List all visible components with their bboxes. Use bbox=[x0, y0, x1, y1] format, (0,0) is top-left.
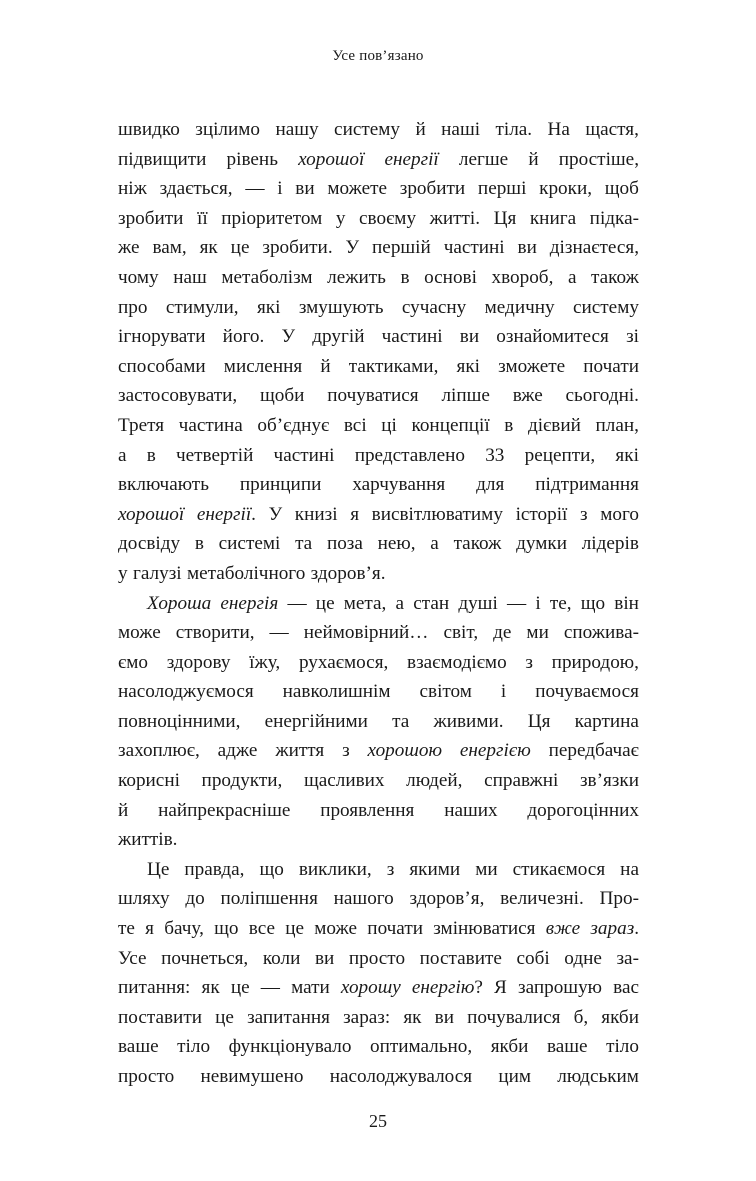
word: думки bbox=[516, 533, 567, 555]
word: щастя, bbox=[585, 119, 639, 140]
word: з bbox=[580, 503, 588, 525]
word: наших bbox=[444, 799, 498, 821]
word: я bbox=[145, 918, 154, 940]
word: Ця bbox=[527, 710, 551, 732]
word: ваше bbox=[546, 1036, 588, 1058]
word: досвіду bbox=[118, 533, 181, 555]
word: ви bbox=[517, 237, 537, 259]
word: систему bbox=[573, 296, 639, 318]
word: представлено bbox=[354, 444, 465, 466]
word: четвертій bbox=[176, 444, 254, 466]
word: зробити bbox=[118, 207, 184, 229]
word: бачу, bbox=[164, 918, 204, 940]
word: якби bbox=[601, 1006, 639, 1028]
text-line bbox=[118, 293, 639, 323]
running-head: Усе пов’язано bbox=[332, 48, 424, 64]
word: в bbox=[400, 266, 410, 288]
text-line bbox=[118, 145, 639, 175]
word: виклики, bbox=[298, 858, 372, 880]
text-line bbox=[118, 914, 639, 944]
word: дізнаєтеся, bbox=[549, 237, 639, 259]
text-line bbox=[118, 529, 639, 559]
word: за- bbox=[616, 947, 639, 969]
word: тактиками, bbox=[348, 355, 439, 377]
word: в bbox=[194, 533, 204, 555]
word: вам, bbox=[152, 237, 187, 259]
word: Усе bbox=[118, 947, 147, 969]
word: зможете bbox=[498, 355, 566, 377]
text-line bbox=[118, 825, 639, 855]
word: що bbox=[214, 918, 239, 940]
word: лежить bbox=[327, 266, 386, 288]
text-line bbox=[118, 618, 639, 648]
word: де bbox=[493, 622, 512, 644]
word: хорошу bbox=[340, 977, 401, 999]
word: енергію? bbox=[411, 977, 483, 999]
word: енергією bbox=[459, 740, 531, 762]
word: насолоджувалося bbox=[329, 1066, 473, 1087]
word: в bbox=[146, 444, 156, 466]
word: Про- bbox=[599, 888, 639, 910]
word: невимушено bbox=[200, 1066, 304, 1087]
word: тіло bbox=[177, 1036, 211, 1058]
word: почуваємося bbox=[535, 681, 639, 703]
word: оптимально, bbox=[369, 1036, 473, 1058]
word: способами bbox=[118, 355, 206, 377]
word: величезні. bbox=[500, 888, 584, 910]
word: навколишнім bbox=[282, 681, 391, 703]
word: душі bbox=[458, 592, 498, 614]
word: ваше bbox=[118, 1036, 159, 1058]
word: ви bbox=[314, 947, 335, 969]
word: сьогодні. bbox=[565, 385, 639, 407]
word: хвороб, bbox=[491, 266, 554, 288]
word: стикаємося bbox=[512, 858, 606, 880]
text-line bbox=[118, 263, 639, 293]
word: чому bbox=[118, 266, 159, 288]
word: здорову bbox=[166, 651, 231, 673]
word: здається, bbox=[159, 178, 233, 200]
word: це bbox=[285, 918, 305, 940]
word: ці bbox=[381, 414, 397, 436]
word: все bbox=[248, 918, 275, 940]
word: як bbox=[199, 237, 218, 259]
word: принципи bbox=[239, 474, 322, 496]
word: поза bbox=[326, 533, 363, 555]
word: ви bbox=[434, 1006, 454, 1028]
word: У bbox=[268, 503, 283, 525]
word: до bbox=[185, 888, 205, 910]
text-line bbox=[118, 736, 639, 766]
word: лідерів bbox=[581, 533, 639, 555]
text-line bbox=[118, 677, 639, 707]
word: на bbox=[620, 858, 639, 880]
word: всі bbox=[343, 414, 367, 436]
word: просто bbox=[348, 947, 406, 969]
word: щоб bbox=[604, 178, 639, 200]
word: своєму bbox=[359, 207, 417, 229]
word: житті. bbox=[429, 207, 481, 229]
word: які bbox=[615, 444, 639, 466]
word: змінюватися bbox=[433, 918, 536, 940]
word: взаємодіємо bbox=[407, 651, 507, 673]
word: книзі bbox=[294, 503, 338, 525]
word: другій bbox=[312, 326, 365, 348]
page-number: 25 bbox=[369, 1111, 387, 1131]
word: енергії bbox=[384, 148, 439, 170]
word: може bbox=[118, 622, 161, 644]
word: запрошую bbox=[518, 977, 603, 999]
word: — bbox=[269, 622, 289, 644]
word: повноцінними, bbox=[118, 710, 241, 732]
text-line bbox=[118, 884, 639, 914]
word: життів. bbox=[118, 829, 178, 851]
word: зцілимо bbox=[195, 119, 261, 140]
word: дорогоцінних bbox=[527, 799, 639, 821]
word: які bbox=[256, 296, 281, 318]
word: почувалися bbox=[467, 1006, 561, 1028]
word: життя bbox=[275, 740, 325, 762]
word: нашу bbox=[275, 119, 319, 140]
word: також bbox=[591, 266, 639, 288]
word: здоров’я. bbox=[310, 562, 386, 584]
word: просто bbox=[118, 1066, 175, 1087]
word: адже bbox=[217, 740, 258, 762]
word: підвищити bbox=[118, 148, 207, 170]
word: У bbox=[345, 237, 360, 259]
word: почати bbox=[583, 355, 639, 377]
word: світ, bbox=[443, 622, 479, 644]
word: природою, bbox=[551, 651, 639, 673]
word: хорошою bbox=[367, 740, 442, 762]
word: собі bbox=[516, 947, 550, 969]
text-line bbox=[118, 322, 639, 352]
word: нашого bbox=[333, 888, 394, 910]
text-line bbox=[118, 559, 639, 589]
text-line bbox=[118, 204, 639, 234]
word: рівень bbox=[226, 148, 278, 170]
word: мета, bbox=[343, 592, 387, 614]
text-line bbox=[118, 500, 639, 530]
word: вас bbox=[613, 977, 639, 999]
word: у bbox=[118, 562, 128, 584]
word: я bbox=[350, 503, 360, 525]
word: зробити bbox=[399, 178, 466, 200]
word: рухаємося, bbox=[298, 651, 389, 673]
word: ніж bbox=[118, 178, 147, 200]
word: легше bbox=[458, 148, 509, 170]
word: частина bbox=[178, 414, 243, 436]
word: мислення bbox=[223, 355, 303, 377]
word: систему bbox=[334, 119, 400, 140]
word: енергійними bbox=[264, 710, 368, 732]
text-line bbox=[118, 766, 639, 796]
word: які bbox=[456, 355, 480, 377]
word: почуватися bbox=[327, 385, 419, 407]
word: це bbox=[230, 237, 250, 259]
word: що bbox=[580, 592, 606, 614]
word: як bbox=[403, 1006, 422, 1028]
word: історії bbox=[515, 503, 568, 525]
word: тіла. bbox=[495, 119, 533, 140]
word: його. bbox=[222, 326, 265, 348]
word: захоплює, bbox=[118, 740, 200, 762]
word: книга bbox=[529, 207, 577, 229]
word: і bbox=[500, 681, 507, 703]
word: наш bbox=[173, 266, 207, 288]
text-line bbox=[118, 352, 639, 382]
word: ліпше bbox=[441, 385, 490, 407]
word: як bbox=[201, 977, 220, 999]
word: людським bbox=[557, 1066, 639, 1087]
word: дієвий bbox=[527, 414, 581, 436]
word: найпрекрасніше bbox=[158, 799, 291, 821]
word: б, bbox=[573, 1006, 589, 1028]
word: картина bbox=[574, 710, 639, 732]
word: ви bbox=[459, 326, 480, 348]
word: і bbox=[535, 592, 541, 614]
word: швидко bbox=[118, 119, 180, 140]
word: поліпшення bbox=[220, 888, 318, 910]
word: змушують bbox=[298, 296, 384, 318]
word: ознайомитеся bbox=[496, 326, 609, 348]
text-line bbox=[118, 855, 639, 885]
word: почати bbox=[367, 918, 423, 940]
word: частині bbox=[381, 326, 443, 348]
word: Хороша bbox=[147, 592, 212, 614]
word: основі bbox=[424, 266, 477, 288]
word: У bbox=[281, 326, 296, 348]
word: перші bbox=[477, 178, 527, 200]
word: корисні bbox=[118, 770, 180, 792]
word: для bbox=[476, 474, 505, 496]
word: включають bbox=[118, 474, 209, 496]
word: харчування bbox=[352, 474, 446, 496]
word: план, bbox=[595, 414, 639, 436]
text-line bbox=[118, 411, 639, 441]
word: підтримання bbox=[535, 474, 639, 496]
text-line bbox=[118, 174, 639, 204]
word: сучасну bbox=[401, 296, 467, 318]
word: зв’язки bbox=[579, 770, 639, 792]
word: а bbox=[118, 444, 127, 466]
body-text bbox=[118, 115, 639, 1092]
word: це bbox=[315, 592, 335, 614]
text-line bbox=[118, 589, 639, 619]
word: частині bbox=[443, 237, 505, 259]
word: мати bbox=[291, 977, 330, 999]
word: об’єднує bbox=[257, 414, 330, 436]
word: наші bbox=[441, 119, 481, 140]
word: її bbox=[197, 207, 208, 229]
word: з bbox=[525, 651, 533, 673]
word: енергії. bbox=[196, 503, 256, 525]
text-line bbox=[118, 470, 639, 500]
word: підка- bbox=[589, 207, 639, 229]
word: якими bbox=[409, 858, 461, 880]
word: може bbox=[314, 918, 358, 940]
word: ми bbox=[475, 858, 498, 880]
text-line bbox=[118, 648, 639, 678]
word: метаболізм bbox=[221, 266, 313, 288]
word: запитання bbox=[247, 1006, 330, 1028]
word: пріоритетом bbox=[221, 207, 323, 229]
word: людей, bbox=[406, 770, 463, 792]
text-line bbox=[118, 441, 639, 471]
word: Ця bbox=[493, 207, 517, 229]
word: створити, bbox=[175, 622, 255, 644]
word: поставите bbox=[419, 947, 502, 969]
word: застосовувати, bbox=[118, 385, 238, 407]
word: кроки, bbox=[539, 178, 593, 200]
word: галузі bbox=[132, 562, 182, 584]
word: й bbox=[118, 799, 129, 821]
word: це bbox=[230, 977, 250, 999]
word: те bbox=[118, 918, 135, 940]
word: а bbox=[430, 533, 439, 555]
word: ми bbox=[526, 622, 549, 644]
word: одне bbox=[564, 947, 602, 969]
word: продукти, bbox=[201, 770, 283, 792]
word: висвітлюватиму bbox=[371, 503, 503, 525]
word: проявлення bbox=[320, 799, 415, 821]
text-line bbox=[118, 796, 639, 826]
word: поставити bbox=[118, 1006, 202, 1028]
word: і bbox=[277, 178, 283, 200]
word: ємо bbox=[118, 651, 148, 673]
word: можете bbox=[327, 178, 388, 200]
text-line bbox=[118, 944, 639, 974]
word: — bbox=[260, 977, 280, 999]
word: частині bbox=[273, 444, 335, 466]
word: простіше, bbox=[558, 148, 639, 170]
text-line bbox=[118, 1003, 639, 1033]
word: метаболічного bbox=[186, 562, 306, 584]
word: він bbox=[614, 592, 639, 614]
word: а bbox=[395, 592, 405, 614]
word: живими. bbox=[433, 710, 504, 732]
word: з bbox=[386, 858, 395, 880]
word: зробити. bbox=[262, 237, 333, 259]
word: На bbox=[547, 119, 570, 140]
word: про bbox=[118, 296, 148, 318]
word: та bbox=[295, 533, 313, 555]
word: й bbox=[415, 119, 426, 140]
text-line bbox=[118, 233, 639, 263]
word: ігнорувати bbox=[118, 326, 206, 348]
word: з bbox=[342, 740, 350, 762]
word: медичну bbox=[484, 296, 555, 318]
word: же bbox=[118, 237, 140, 259]
word: вже bbox=[545, 918, 581, 940]
text-line bbox=[118, 707, 639, 737]
word: 33 bbox=[485, 444, 505, 466]
text-line bbox=[118, 1062, 639, 1092]
word: та bbox=[392, 710, 410, 732]
word: мого bbox=[600, 503, 639, 525]
word: ви bbox=[295, 178, 315, 200]
word: концепції bbox=[411, 414, 490, 436]
word: справжні bbox=[484, 770, 559, 792]
word: у bbox=[335, 207, 346, 229]
word: — bbox=[245, 178, 265, 200]
word: Це bbox=[147, 858, 170, 880]
word: функціонувало bbox=[228, 1036, 352, 1058]
word: енергія bbox=[220, 592, 279, 614]
word: світом bbox=[419, 681, 472, 703]
text-line bbox=[118, 115, 639, 145]
word: коли bbox=[262, 947, 301, 969]
word: почнеться, bbox=[161, 947, 249, 969]
word: неймовірний… bbox=[303, 622, 429, 644]
word: — bbox=[287, 592, 307, 614]
word: а bbox=[567, 266, 577, 288]
word: якби bbox=[490, 1036, 529, 1058]
word: щасливих bbox=[303, 770, 385, 792]
word: передбачає bbox=[548, 740, 639, 762]
word: хорошої bbox=[298, 148, 365, 170]
text-line bbox=[118, 1032, 639, 1062]
word: й bbox=[320, 355, 331, 377]
word: це bbox=[215, 1006, 234, 1028]
word: й bbox=[528, 148, 539, 170]
word: спожива- bbox=[563, 622, 639, 644]
word: насолоджуємося bbox=[118, 681, 254, 703]
word: стимули, bbox=[165, 296, 239, 318]
word: нею, bbox=[377, 533, 416, 555]
word: правда, bbox=[184, 858, 245, 880]
word: зараз: bbox=[343, 1006, 391, 1028]
word: зараз. bbox=[590, 918, 639, 940]
word: також bbox=[453, 533, 502, 555]
text-line bbox=[118, 381, 639, 411]
word: Я bbox=[494, 977, 507, 999]
word: їжу, bbox=[249, 651, 281, 673]
word: питання: bbox=[118, 977, 191, 999]
word: — bbox=[506, 592, 527, 614]
text-line bbox=[118, 973, 639, 1003]
word: те, bbox=[549, 592, 572, 614]
word: шляху bbox=[118, 888, 170, 910]
word: стан bbox=[413, 592, 450, 614]
word: рецепти, bbox=[524, 444, 596, 466]
word: першій bbox=[372, 237, 431, 259]
word: системі bbox=[218, 533, 281, 555]
word: Третя bbox=[118, 414, 165, 436]
word: щоби bbox=[260, 385, 305, 407]
word: тіло bbox=[606, 1036, 639, 1058]
word: здоров’я, bbox=[409, 888, 485, 910]
word: хорошої bbox=[118, 503, 185, 525]
word: вже bbox=[512, 385, 543, 407]
word: зі bbox=[626, 326, 639, 348]
word: цим bbox=[498, 1066, 531, 1087]
word: що bbox=[259, 858, 284, 880]
word: в bbox=[504, 414, 514, 436]
